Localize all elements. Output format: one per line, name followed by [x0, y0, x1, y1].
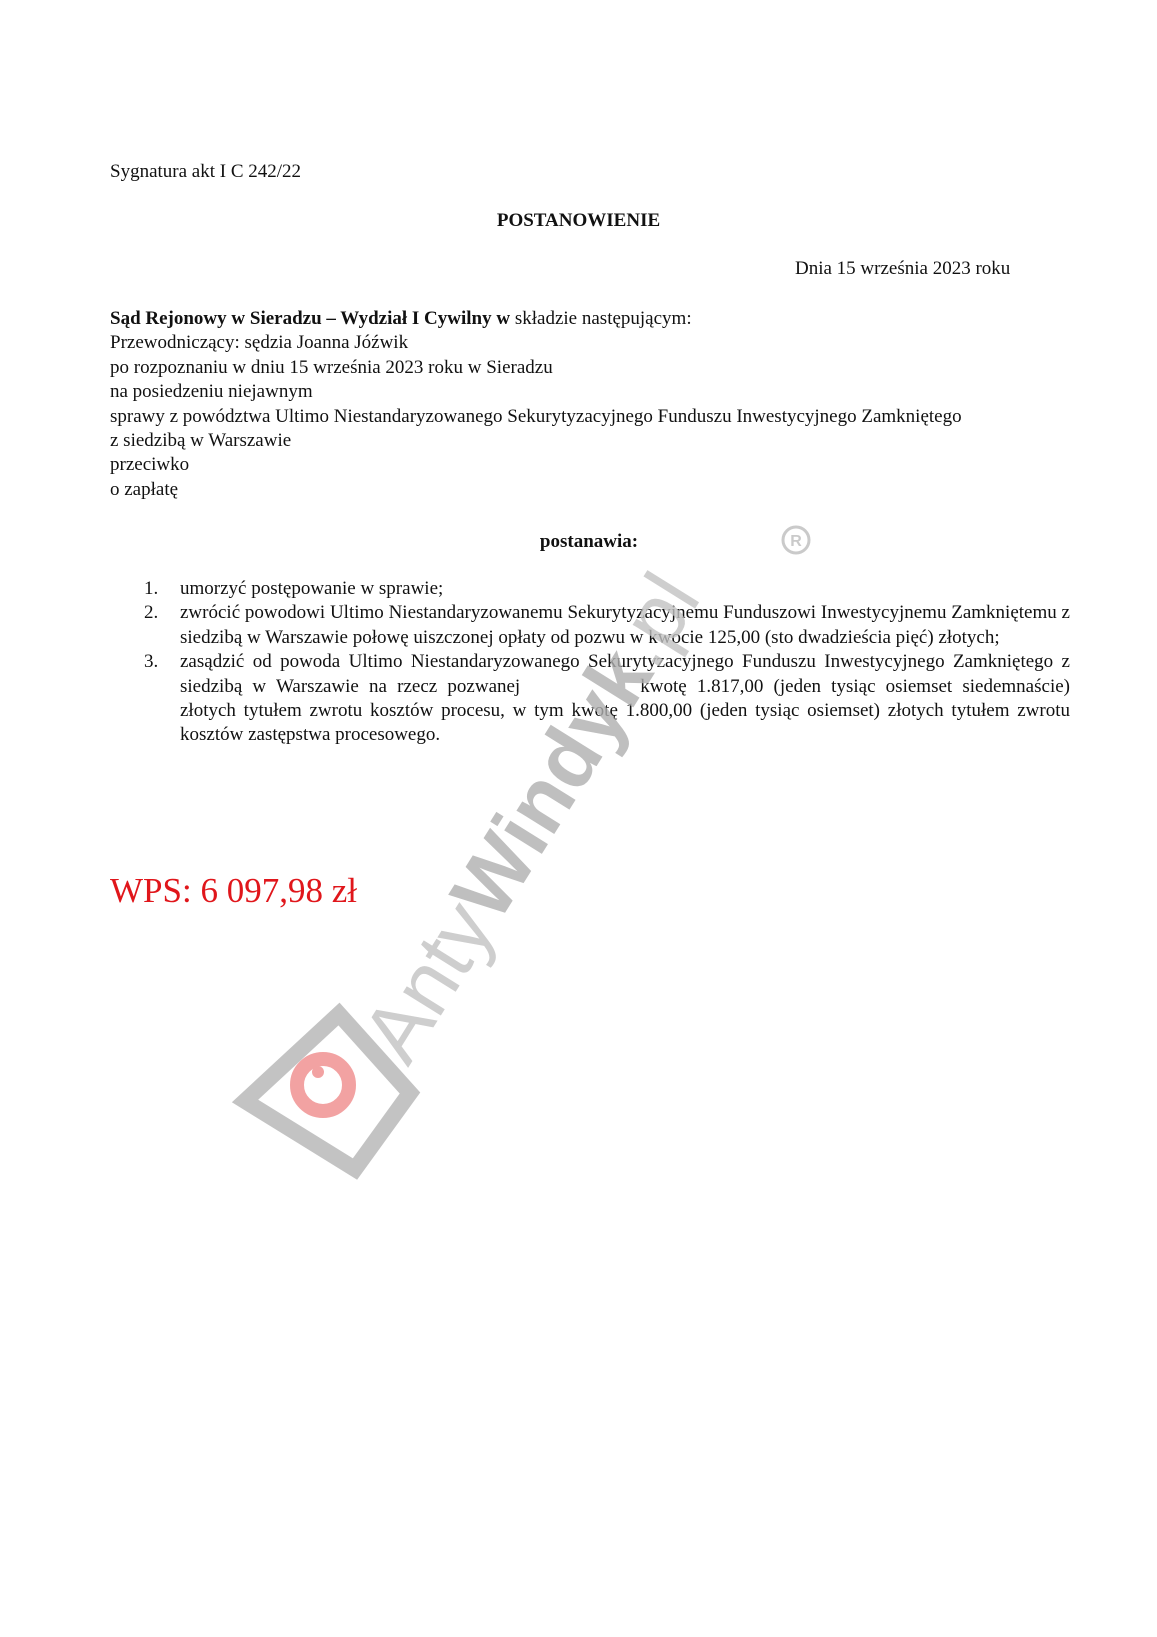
subject-line: o zapłatę: [110, 478, 179, 500]
wps-amount: WPS: 6 097,98 zł: [110, 871, 357, 910]
watermark-logo-icon: [245, 1014, 410, 1169]
court-name: Sąd Rejonowy w Sieradzu – Wydział I Cywilny w: [110, 308, 511, 329]
order-text-part-b: kwotę 1.817,00 (jeden tysiąc osiemset siedemnaście) złotych tytułem zwrotu kosztów procesu, w tym kwotę 1.800,00 (jeden tysiąc osiemset) złotych tytułem zwrotu kosztów zastępstwa procesowego.: [180, 675, 1070, 746]
order-number: 3.: [144, 651, 159, 673]
decides-heading: postanawia:: [539, 531, 639, 552]
hearing-line: po rozpoznaniu w dniu 15 września 2023 roku w Sieradzu: [110, 356, 553, 378]
order-item: [110, 601, 1070, 650]
watermark-shield-shape: [245, 1014, 410, 1169]
watermark-text-bold: Windyk: [432, 632, 671, 935]
court-line: [110, 307, 1070, 331]
orders-list: [110, 577, 1070, 748]
registered-mark-letter: R: [790, 533, 802, 550]
against-line: przeciwko: [110, 454, 190, 476]
order-text-part-a: zasądzić od powoda Ultimo Niestandaryzowanego Sekurytyzacyjnego Funduszu Inwestycyjnego Zamkniętego z siedzibą w Warszawie na rzecz pozwanej: [180, 651, 1070, 697]
order-text: umorzyć postępowanie w sprawie;: [180, 578, 444, 599]
order-item: [110, 650, 1070, 748]
watermark-red-ring: [297, 1059, 349, 1111]
case-line-2: z siedzibą w Warszawie: [110, 430, 292, 452]
watermark-text-light: Anty: [343, 885, 513, 1078]
watermark-red-dot: [312, 1066, 324, 1078]
order-number: 2.: [144, 602, 159, 624]
date-line: Dnia 15 września 2023 roku: [795, 258, 1011, 279]
court-composition: składzie następującym:: [510, 308, 692, 329]
case-signature: Sygnatura akt I C 242/22: [110, 161, 302, 182]
order-item: [110, 577, 1070, 601]
watermark-text-suffix: .pl: [590, 557, 718, 683]
order-text: zwrócić powodowi Ultimo Niestandaryzowanemu Sekurytyzacyjnemu Funduszowi Inwestycyjnemu Zamkniętemu z siedzibą w Warszawie połowę uiszczonej opłaty od pozwu w kwocie 125,00 (sto dwadzieścia pięć) złotych;: [180, 602, 1070, 648]
case-line-1: sprawy z powództwa Ultimo Niestandaryzowanego Sekurytyzacyjnego Funduszu Inwestycyjnego Zamkniętego: [110, 405, 962, 427]
presiding-judge: Przewodniczący: sędzia Joanna Jóźwik: [110, 332, 409, 354]
intro-block: [110, 307, 1070, 502]
document-title: POSTANOWIENIE: [496, 210, 661, 231]
session-line: na posiedzeniu niejawnym: [110, 381, 313, 403]
order-number: 1.: [144, 578, 159, 599]
